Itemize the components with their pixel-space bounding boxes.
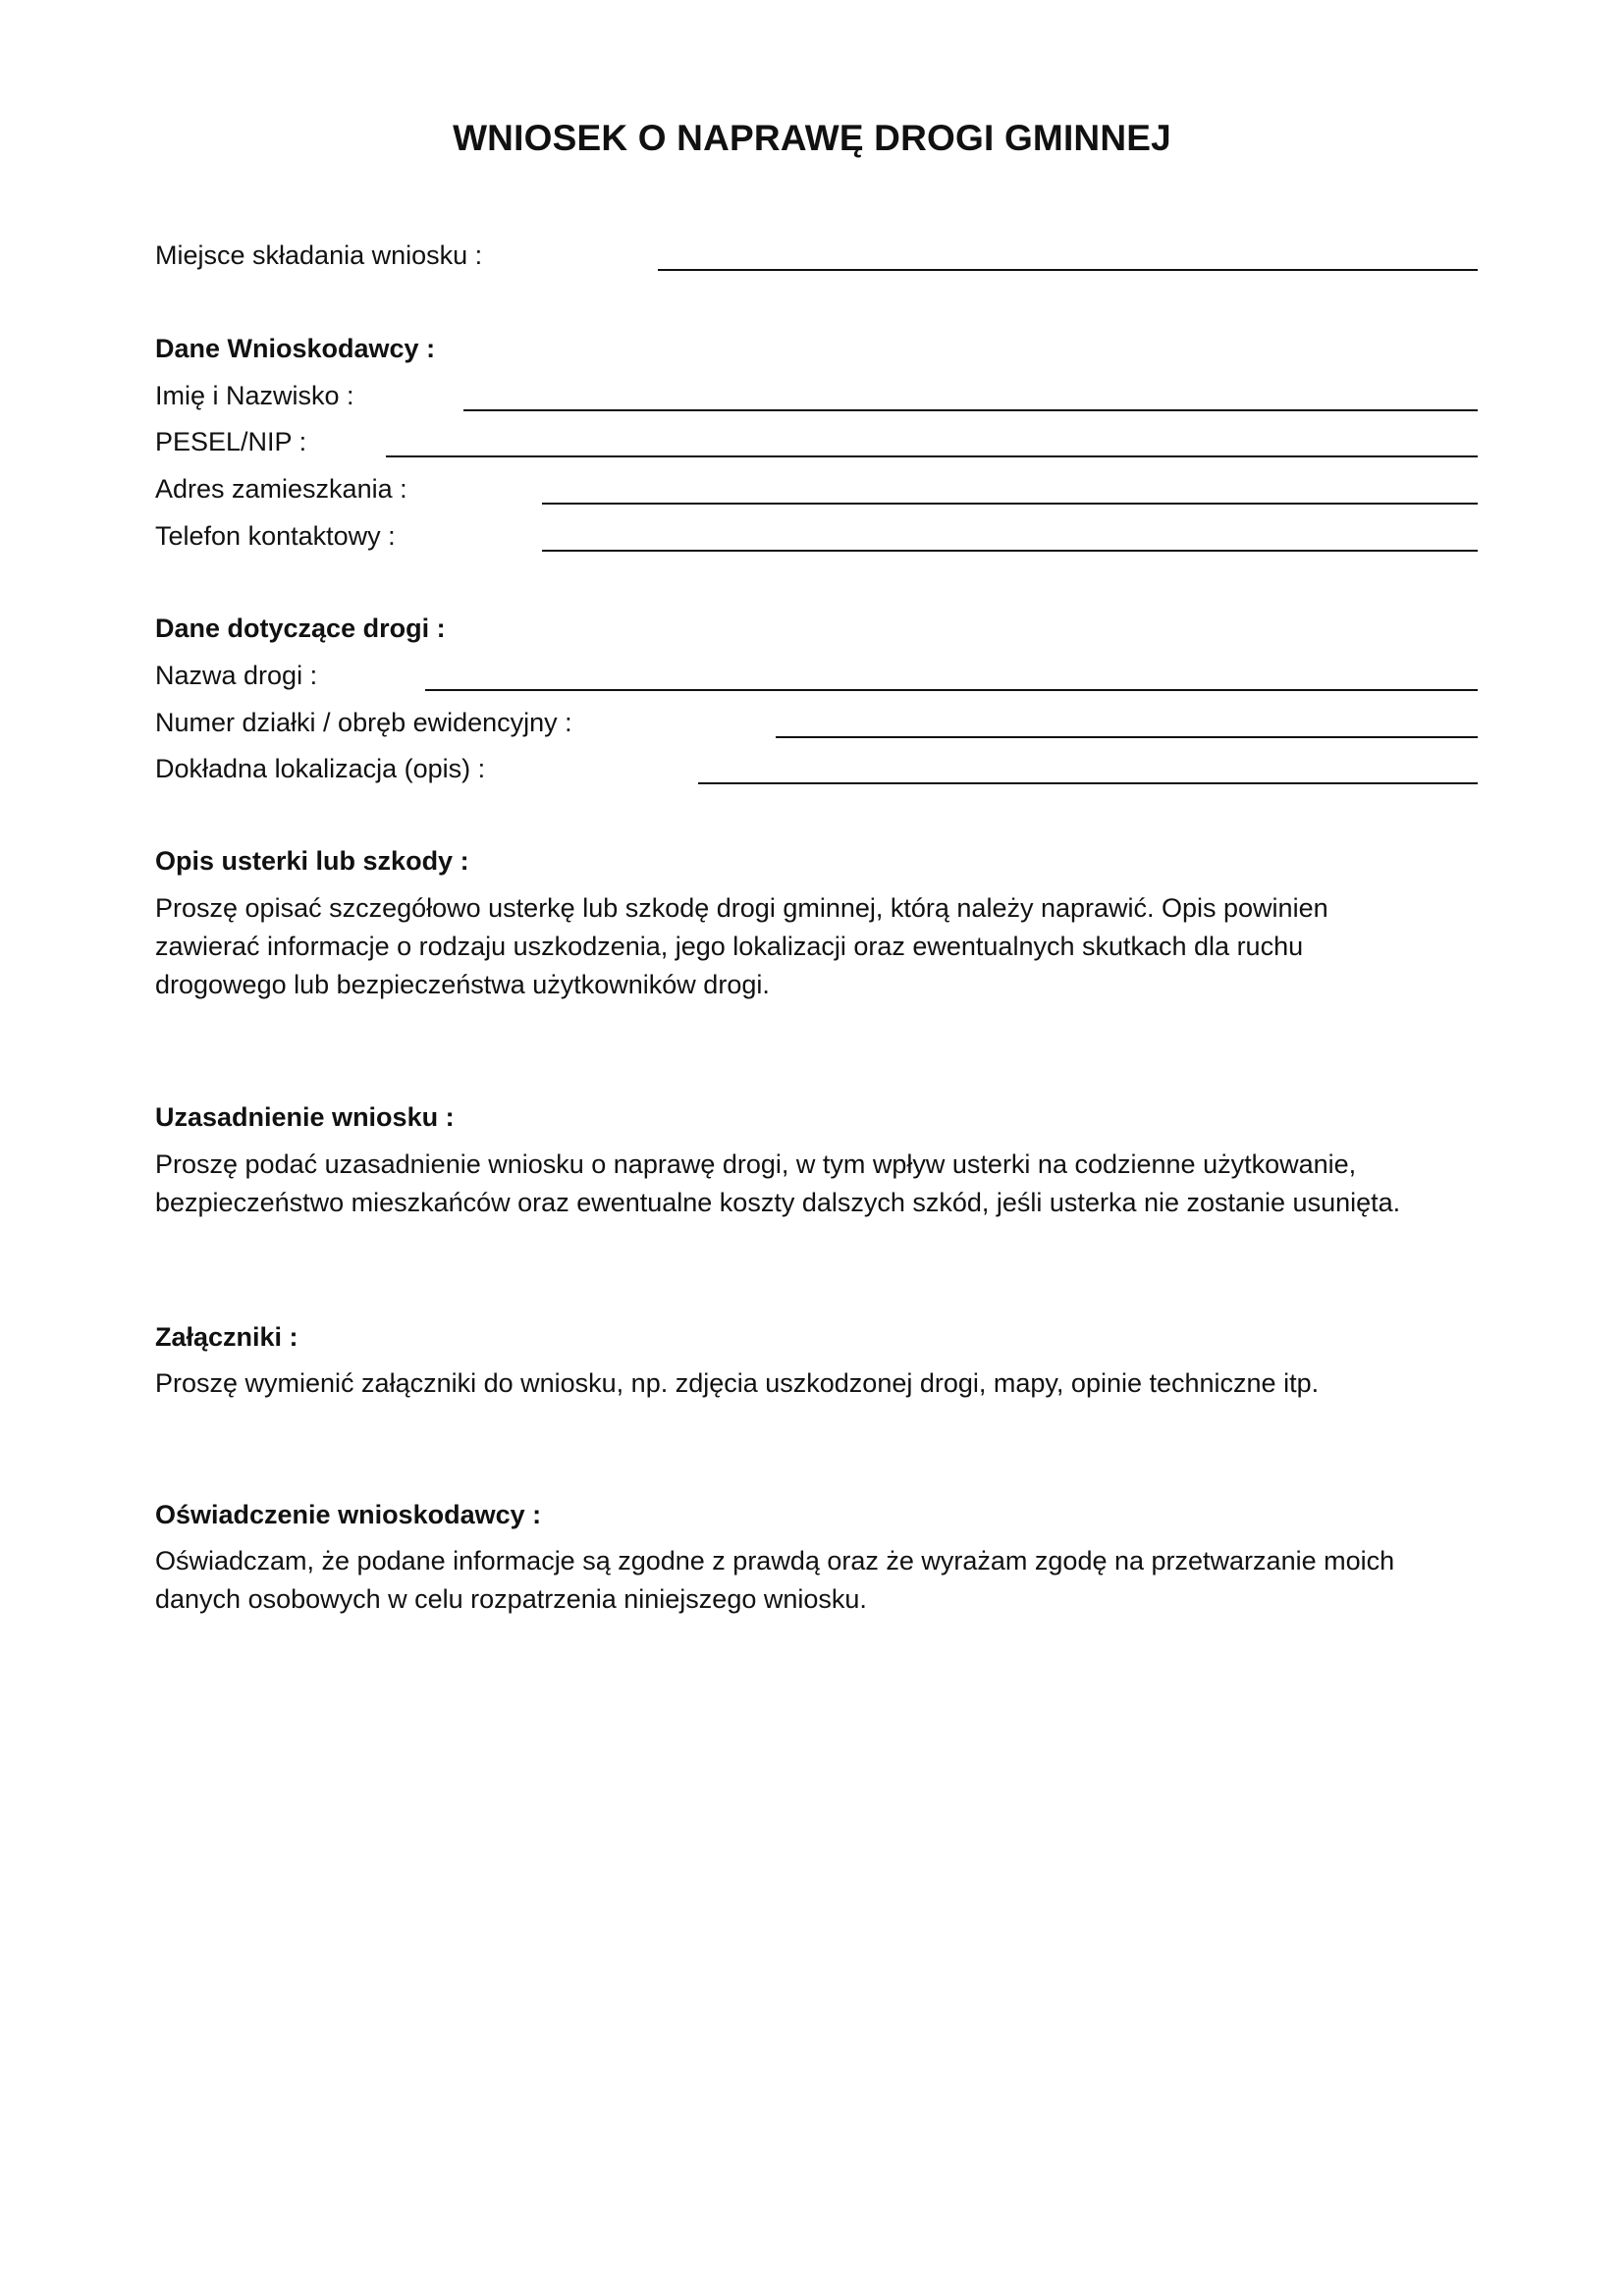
- field-row-nazwa-drogi: [155, 656, 1478, 695]
- field-row-numer-dzialki: [155, 703, 1478, 742]
- field-label-pesel: PESEL/NIP :: [155, 427, 307, 456]
- section-heading-opis: Opis usterki lub szkody :: [155, 846, 469, 876]
- field-line-miejsce[interactable]: [658, 269, 1478, 271]
- section-heading-oswiadczenie: Oświadczenie wnioskodawcy :: [155, 1500, 542, 1529]
- text-line: Proszę wymienić załączniki do wniosku, np. zdjęcia uszkodzonej drogi, mapy, opinie techniczne itp.: [155, 1368, 1320, 1398]
- field-label-imie: Imię i Nazwisko :: [155, 381, 354, 410]
- document-title: WNIOSEK O NAPRAWĘ DROGI GMINNEJ: [453, 118, 1171, 158]
- section-heading-dane-drogi: Dane dotyczące drogi :: [155, 614, 446, 643]
- text-line: bezpieczeństwo mieszkańców oraz ewentualne koszty dalszych szkód, jeśli usterka nie zostanie usunięta.: [155, 1188, 1401, 1217]
- field-row-imie: [155, 376, 1478, 415]
- section-text-oswiadczenie: [155, 1542, 1478, 1619]
- section-heading-zalaczniki: Załączniki :: [155, 1322, 298, 1352]
- text-line: danych osobowych w celu rozpatrzenia niniejszego wniosku.: [155, 1584, 867, 1614]
- field-label-nazwa-drogi: Nazwa drogi :: [155, 661, 318, 690]
- field-row-lokalizacja: [155, 749, 1478, 788]
- text-line: Proszę podać uzasadnienie wniosku o naprawę drogi, w tym wpływ usterki na codzienne użytkowanie,: [155, 1149, 1357, 1179]
- field-label-numer-dzialki: Numer działki / obręb ewidencyjny :: [155, 708, 572, 737]
- field-line-imie[interactable]: [463, 409, 1478, 411]
- section-text-uzasadnienie: [155, 1146, 1478, 1222]
- field-label-adres: Adres zamieszkania :: [155, 474, 407, 504]
- section-heading-dane-wnioskodawcy: Dane Wnioskodawcy :: [155, 334, 436, 363]
- field-row-miejsce: [155, 236, 1478, 275]
- field-row-adres: [155, 469, 1478, 508]
- field-line-adres[interactable]: [542, 503, 1478, 505]
- field-line-nazwa-drogi[interactable]: [425, 689, 1478, 691]
- text-line: zawierać informacje o rodzaju uszkodzenia, jego lokalizacji oraz ewentualnych skutkach dla ruchu: [155, 932, 1304, 961]
- text-line: Oświadczam, że podane informacje są zgodne z prawdą oraz że wyrażam zgodę na przetwarzanie moich: [155, 1546, 1395, 1575]
- field-label-miejsce: Miejsce składania wniosku :: [155, 240, 483, 270]
- text-line: drogowego lub bezpieczeństwa użytkowników drogi.: [155, 970, 770, 999]
- section-text-opis: [155, 889, 1478, 1004]
- field-row-pesel: [155, 422, 1478, 461]
- section-heading-uzasadnienie: Uzasadnienie wniosku :: [155, 1102, 455, 1132]
- field-label-lokalizacja: Dokładna lokalizacja (opis) :: [155, 754, 486, 783]
- field-label-telefon: Telefon kontaktowy :: [155, 521, 396, 551]
- field-line-pesel[interactable]: [386, 455, 1478, 457]
- field-line-numer-dzialki[interactable]: [776, 736, 1478, 738]
- field-row-telefon: [155, 516, 1478, 556]
- field-line-telefon[interactable]: [542, 550, 1478, 552]
- field-line-lokalizacja[interactable]: [698, 782, 1478, 784]
- text-line: Proszę opisać szczegółowo usterkę lub szkodę drogi gminnej, którą należy naprawić. Opis powinien: [155, 893, 1328, 923]
- section-text-zalaczniki: [155, 1364, 1478, 1403]
